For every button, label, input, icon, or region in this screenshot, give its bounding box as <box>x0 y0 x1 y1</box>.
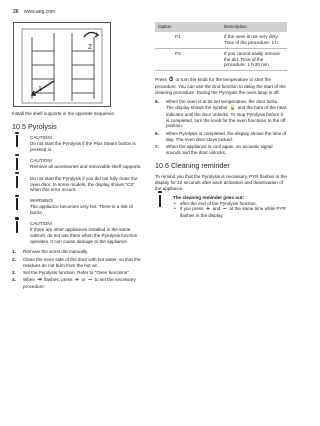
column-header-description: Description <box>221 22 287 32</box>
step-number: 2. <box>12 256 16 262</box>
step-number: 7. <box>155 144 159 150</box>
step-text: When the oven is at its set temperature, the door locks. The display shows the symbol <box>166 98 279 110</box>
site-url: www.aeg.com <box>23 9 56 15</box>
paragraph-text: or turn the knob for the temperature to start the procedure. You can use the End function to delay the start of the cleaning procedure. During the Pyrolysis the oven lamp is off. <box>155 77 286 96</box>
note-cleaning-reminder <box>155 195 287 220</box>
info-icon <box>12 221 22 234</box>
reminder-paragraph: To remind you that the Pyrolysis is necessary, PYR flashes in the display for 10 seconds after each activation and deactivation of the appliance. <box>155 174 287 191</box>
info-icon <box>12 176 22 189</box>
step-text: and the bars of the heat indicator until the door unlocks. To stop Pyrolysis before it is completed, turn the knob for the oven functions to the off position. <box>166 104 287 129</box>
step-number: 4. <box>12 277 16 283</box>
note-text: Do not start the Pyrolysis if the Plus Steam button is pressed in. <box>30 140 136 152</box>
lock-icon: 🔒 <box>229 105 236 111</box>
paragraph-text: Press <box>155 77 167 83</box>
info-icon <box>12 198 22 211</box>
section-title-pyrolysis: 10.5 Pyrolysis <box>12 121 57 131</box>
step-text: or <box>81 277 86 283</box>
list-item <box>12 270 144 276</box>
bullet-icon: • <box>174 206 176 212</box>
bullet-text: and <box>212 206 221 212</box>
note-title: CAUTION! <box>30 135 52 141</box>
step-number: 3. <box>12 270 16 276</box>
step-text: When the appliance is cool again, an acoustic signal sounds and the door unlocks. <box>166 144 273 155</box>
page-number: 26 <box>13 9 19 15</box>
timer-bar-icon: ⇥ <box>37 277 42 284</box>
figure-callout-2: 2 <box>88 44 92 51</box>
note-caution-3 <box>12 221 144 245</box>
note-title: CAUTION! <box>30 220 52 226</box>
step-number: 5. <box>155 98 159 104</box>
start-procedure-paragraph <box>155 77 287 96</box>
figure-callout-1: 1 <box>38 86 42 93</box>
list-item <box>173 206 287 219</box>
pyrolysis-steps <box>12 249 144 290</box>
table-row <box>155 32 287 48</box>
pyrolysis-options-table <box>155 22 287 71</box>
minus-icon: − <box>87 277 93 284</box>
list-item <box>155 99 287 129</box>
note-caution-1 <box>12 135 144 153</box>
step-text: When Pyrolysis is completed, the display shows the time of day. The oven door stays locked. <box>166 130 287 142</box>
list-item <box>155 144 287 156</box>
step-number: 1. <box>12 249 16 255</box>
step-text: Remove the worst dirt manually. <box>23 249 89 255</box>
step-number: 6. <box>155 130 159 136</box>
page-header <box>13 9 55 15</box>
note-door-closed <box>12 176 144 194</box>
step-text: flashes, press <box>44 277 73 283</box>
note-title: WARNING! <box>30 198 54 204</box>
figure-caption: Install the shelf supports in the opposite sequence. <box>12 111 116 116</box>
clock-icon: ⏱ <box>169 77 174 84</box>
note-caution-2 <box>12 158 144 171</box>
bullet-text: at the same time while PYR flashes in the display. <box>180 206 286 219</box>
info-icon <box>12 158 22 171</box>
plus-icon: + <box>74 277 80 284</box>
step-text: When <box>23 277 36 283</box>
info-icon <box>12 135 22 148</box>
note-text: The appliance becomes very hot. There is a risk of burns. <box>30 204 133 216</box>
column-header-option: Option <box>155 22 221 32</box>
shelf-support-illustration <box>14 23 112 108</box>
note-title: The cleaning reminder goes out: <box>173 194 244 200</box>
right-column <box>155 22 287 219</box>
bullet-icon: • <box>174 200 176 206</box>
step-text: Set the Pyrolysis function. Refer to "Oven functions". <box>23 270 130 276</box>
option-cell: P2 <box>155 48 221 71</box>
list-item <box>12 249 144 255</box>
step-text: to set the necessary procedure: <box>23 277 136 290</box>
table-header-row <box>155 22 287 32</box>
note-title: CAUTION! <box>30 157 52 163</box>
description-cell: If you cannot easily remove the dirt. Time of the procedure: 1 h 30 min. <box>221 48 287 71</box>
shelf-support-figure <box>13 22 111 107</box>
list-item <box>12 277 144 290</box>
note-text: If there are other appliances installed in the same cabinet, do not use them when the Pyrolysis function operates. It can cause damage to the appliance. <box>30 226 138 244</box>
minus-icon: − <box>222 206 228 213</box>
left-column <box>12 22 144 292</box>
note-text: Remove all accessories and removable shelf supports. <box>30 163 142 169</box>
list-item <box>12 257 144 269</box>
section-title-cleaning-reminder: 10.6 Cleaning reminder <box>155 160 230 170</box>
option-cell: P1 <box>155 32 221 48</box>
bullet-text: if you press <box>180 206 204 212</box>
plus-icon: + <box>205 206 211 213</box>
list-item <box>155 131 287 143</box>
info-icon <box>155 195 165 208</box>
description-cell: If the oven is not very dirty. Time of the procedure: 1 h. <box>221 32 287 48</box>
pyrolysis-steps-continued <box>155 99 287 156</box>
bullet-text: after the end of the Pyrolysis function. <box>180 200 257 206</box>
note-warning <box>12 198 144 216</box>
step-text: Clean the inner side of the door with hot water, so that the residues do not burn from the hot air. <box>23 256 141 268</box>
table-row <box>155 48 287 71</box>
note-text: Do not start the Pyrolysis if you did not fully close the oven door. In some models, the display shows "C3" when this error occurs. <box>30 175 138 193</box>
